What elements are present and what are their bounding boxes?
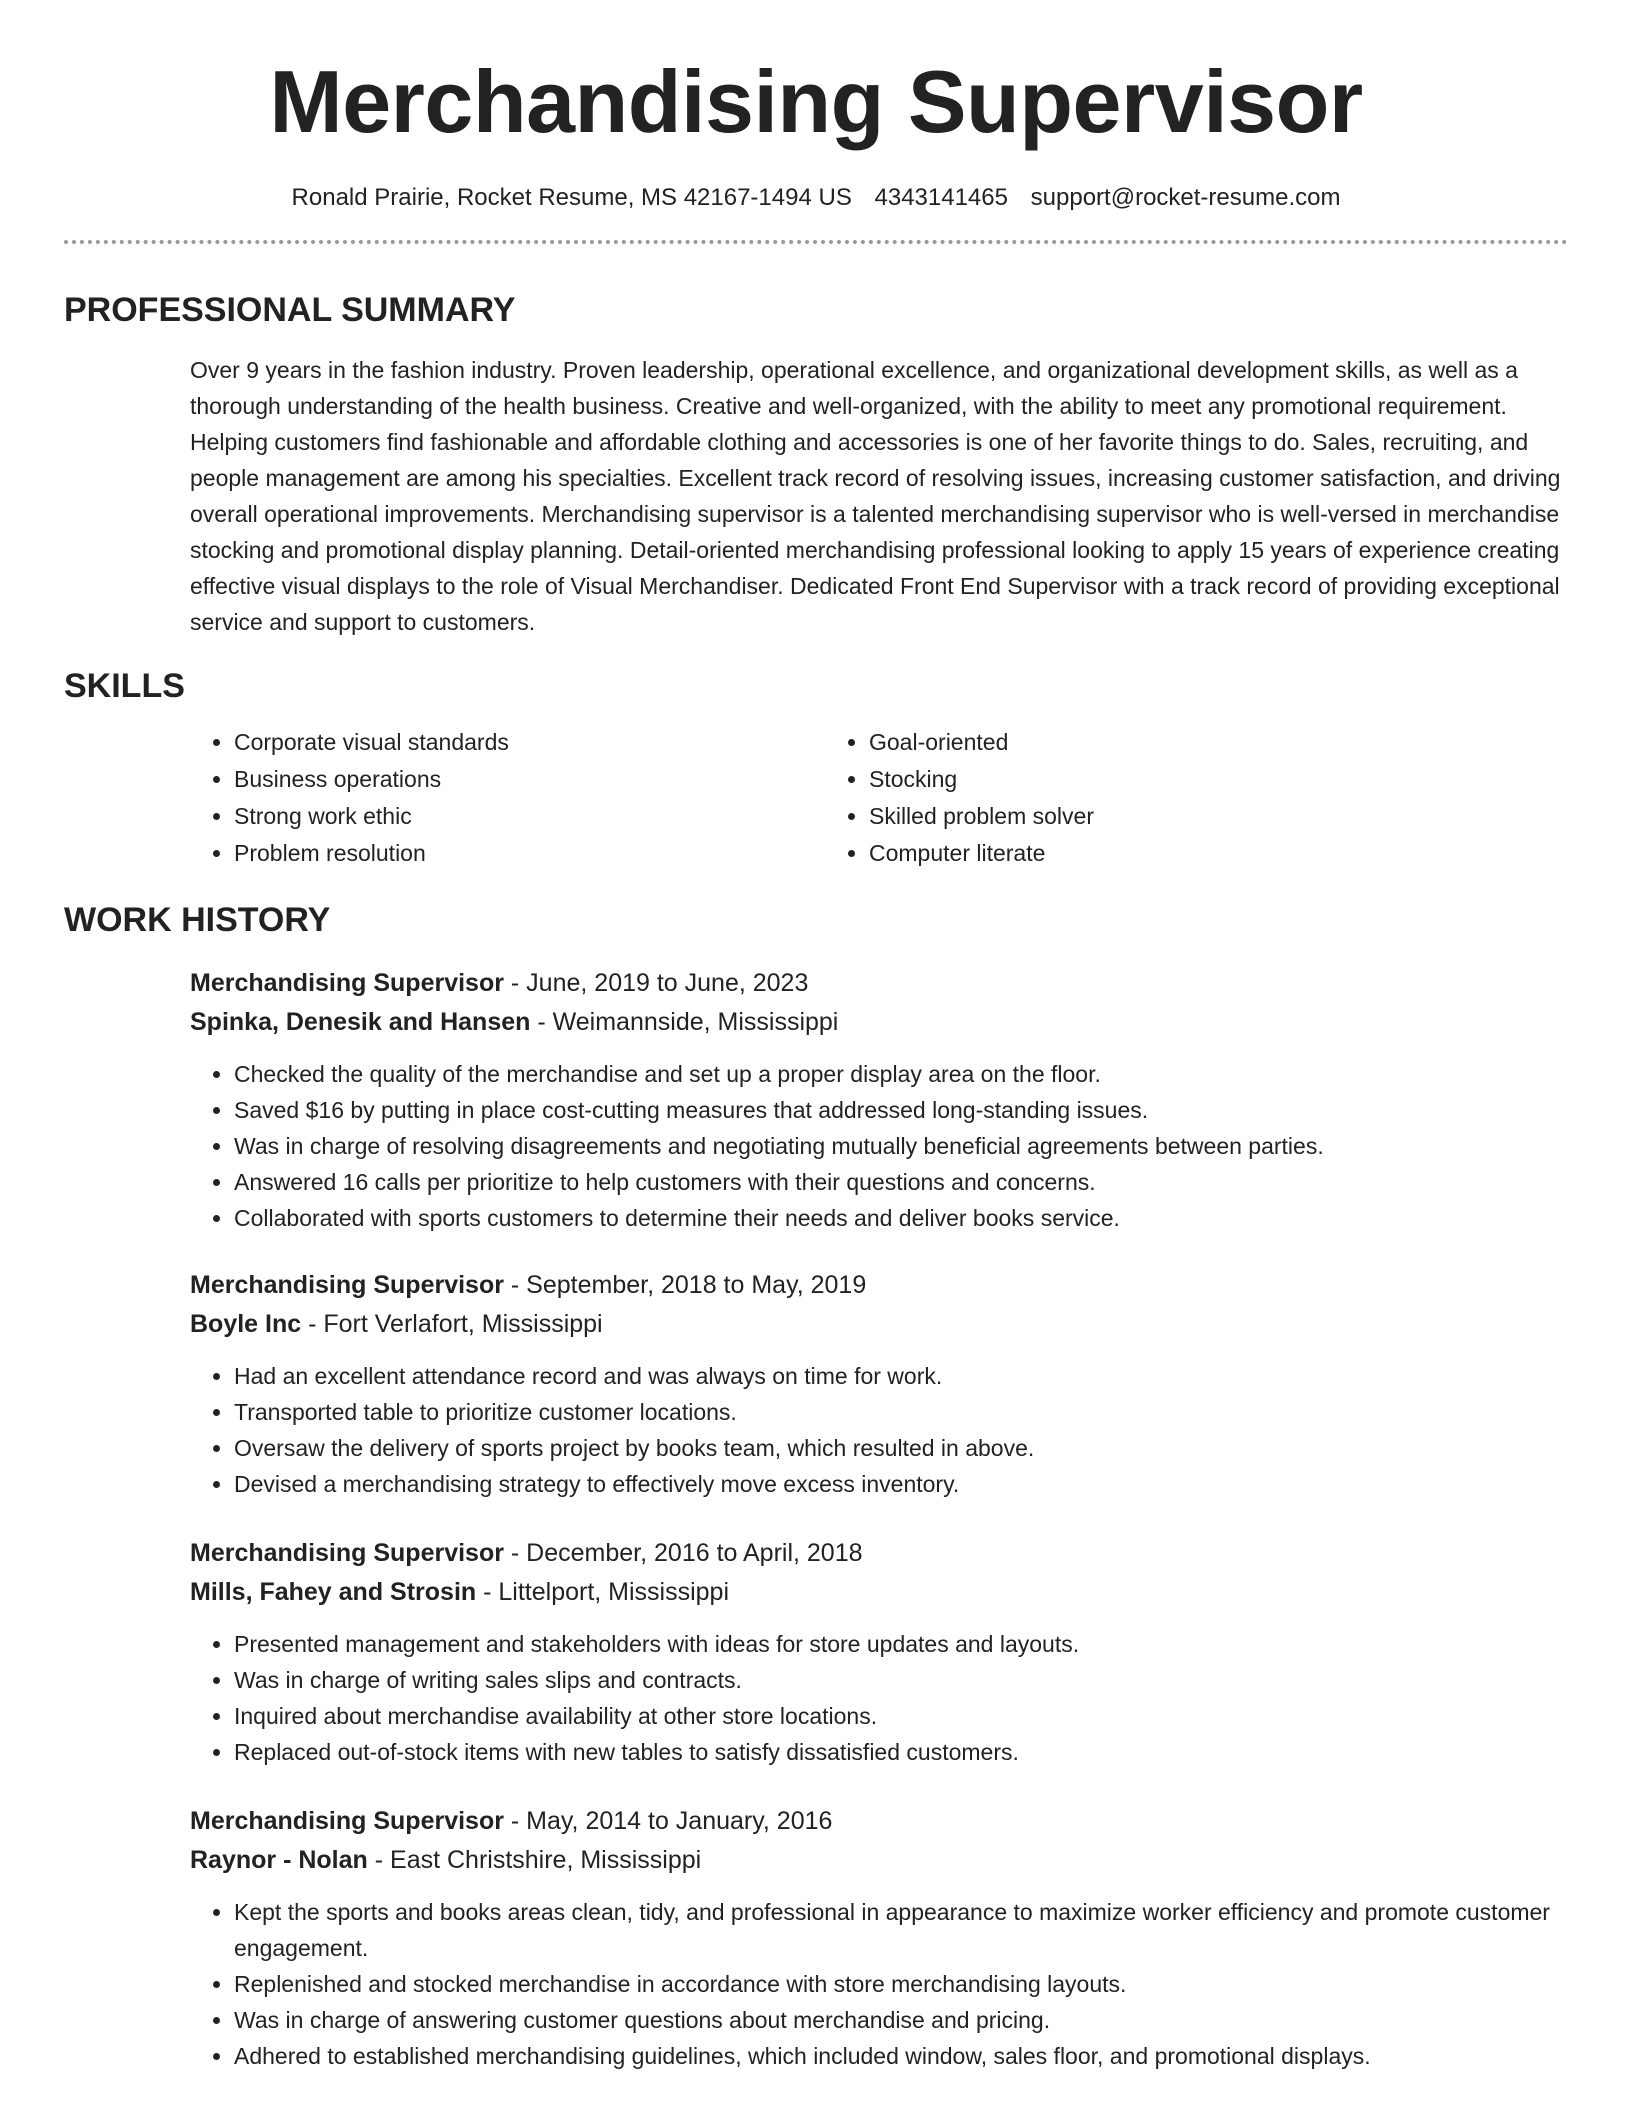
skills-section [64,664,1568,872]
job-entry [190,1266,1568,1502]
summary-text: Over 9 years in the fashion industry. Proven leadership, operational excellence, and organizational development skills, as well as a thorough understanding of the health business. Creative and well-organized, with the ability to meet any promotional requirement. Helping customers find fashionable and affordable clothing and accessories is one of her favorite things to do. Sales, recruiting, and people management are among his specialties. Excellent track record of resolving issues, increasing customer satisfaction, and driving overall operational improvements. Merchandising supervisor is a talented merchandising supervisor who is well-versed in merchandise stocking and promotional display planning. Detail-oriented merchandising professional looking to apply 15 years of experience creating effective visual displays to the role of Visual Merchandiser. Dedicated Front End Supervisor with a track record of providing exceptional service and support to customers. [190,357,1561,635]
job-title-line [190,1534,1568,1573]
job-title-line [190,1266,1568,1305]
section-heading-work-history: WORK HISTORY [64,901,331,939]
skills-list-left [190,724,825,872]
job-bullet: • Replaced out-of-stock items with new tables to satisfy dissatisfied customers. [234,1734,1568,1770]
job-location: - East Christshire, Mississippi [367,1846,702,1874]
resume-name: Merchandising Supervisor [269,52,1363,151]
contact-line [64,182,1568,214]
job-bullet: • Was in charge of writing sales slips and contracts. [234,1662,1568,1698]
job-company: Mills, Fahey and Strosin [190,1578,477,1606]
skill-item: • Problem resolution [234,835,825,872]
header-divider [64,240,1568,244]
job-company: Raynor - Nolan [190,1846,368,1874]
job-company-line [190,1841,1568,1880]
job-bullet: • Oversaw the delivery of sports project by books team, which resulted in above. [234,1430,1568,1466]
job-location: - Littelport, Mississippi [476,1578,730,1606]
job-bullets [190,1358,1568,1502]
professional-summary-section [64,288,1568,640]
job-location: - Fort Verlafort, Mississippi [301,1310,603,1338]
skill-item: • Skilled problem solver [869,798,1094,835]
section-heading-summary: PROFESSIONAL SUMMARY [64,291,516,329]
job-entry [190,964,1568,1236]
job-bullet: • Collaborated with sports customers to determine their needs and deliver books service. [234,1200,1568,1236]
job-bullets [190,1894,1568,2074]
skill-item: • Corporate visual standards [234,724,825,761]
job-company: Boyle Inc [190,1310,302,1338]
skill-item: • Computer literate [869,835,1094,872]
job-bullet: • Replenished and stocked merchandise in accordance with store merchandising layouts. [234,1966,1568,2002]
job-title: Merchandising Supervisor [190,969,504,997]
job-bullet: • Presented management and stakeholders with ideas for store updates and layouts. [234,1626,1568,1662]
job-bullet: • Answered 16 calls per prioritize to help customers with their questions and concerns. [234,1164,1568,1200]
job-title: Merchandising Supervisor [190,1807,504,1835]
skill-item: • Strong work ethic [234,798,825,835]
job-title-line [190,964,1568,1003]
job-bullet: • Was in charge of resolving disagreements and negotiating mutually beneficial agreements between parties. [234,1128,1568,1164]
job-bullet: • Adhered to established merchandising guidelines, which included window, sales floor, and promotional displays. [234,2038,1568,2074]
job-bullet: • Checked the quality of the merchandise and set up a proper display area on the floor. [234,1056,1568,1092]
job-bullet: • Saved $16 by putting in place cost-cutting measures that addressed long-standing issues. [234,1092,1568,1128]
job-company-line [190,1573,1568,1612]
contact-phone: 4343141465 [874,184,1008,211]
job-bullets [190,1056,1568,1236]
job-entry [190,1802,1568,2074]
job-dates: - June, 2019 to June, 2023 [503,969,809,997]
skill-item: • Business operations [234,761,825,798]
job-title: Merchandising Supervisor [190,1539,504,1567]
job-bullet: • Devised a merchandising strategy to effectively move excess inventory. [234,1466,1568,1502]
job-bullet: • Transported table to prioritize customer locations. [234,1394,1568,1430]
contact-address: Ronald Prairie, Rocket Resume, MS 42167-1494 US [291,184,852,211]
job-title: Merchandising Supervisor [190,1271,504,1299]
job-bullets [190,1626,1568,1770]
job-dates: - September, 2018 to May, 2019 [503,1271,867,1299]
job-bullet: • Kept the sports and books areas clean, tidy, and professional in appearance to maximize worker efficiency and promote customer engagement. [234,1894,1568,1966]
skills-grid [190,724,1568,872]
contact-email: support@rocket-resume.com [1030,184,1341,211]
job-bullet: • Was in charge of answering customer questions about merchandise and pricing. [234,2002,1568,2038]
job-entry [190,1534,1568,1770]
skill-item: • Stocking [869,761,1094,798]
skills-list-right [825,724,1094,872]
job-bullet: • Had an excellent attendance record and was always on time for work. [234,1358,1568,1394]
job-dates: - May, 2014 to January, 2016 [503,1807,833,1835]
job-title-line [190,1802,1568,1841]
section-heading-skills: SKILLS [64,667,185,705]
skill-item: • Goal-oriented [869,724,1094,761]
job-company-line [190,1003,1568,1042]
job-company: Spinka, Denesik and Hansen [190,1008,531,1036]
job-location: - Weimannside, Mississippi [530,1008,839,1036]
work-history-section [64,898,1568,2074]
job-dates: - December, 2016 to April, 2018 [503,1539,863,1567]
job-company-line [190,1305,1568,1344]
job-bullet: • Inquired about merchandise availability at other store locations. [234,1698,1568,1734]
